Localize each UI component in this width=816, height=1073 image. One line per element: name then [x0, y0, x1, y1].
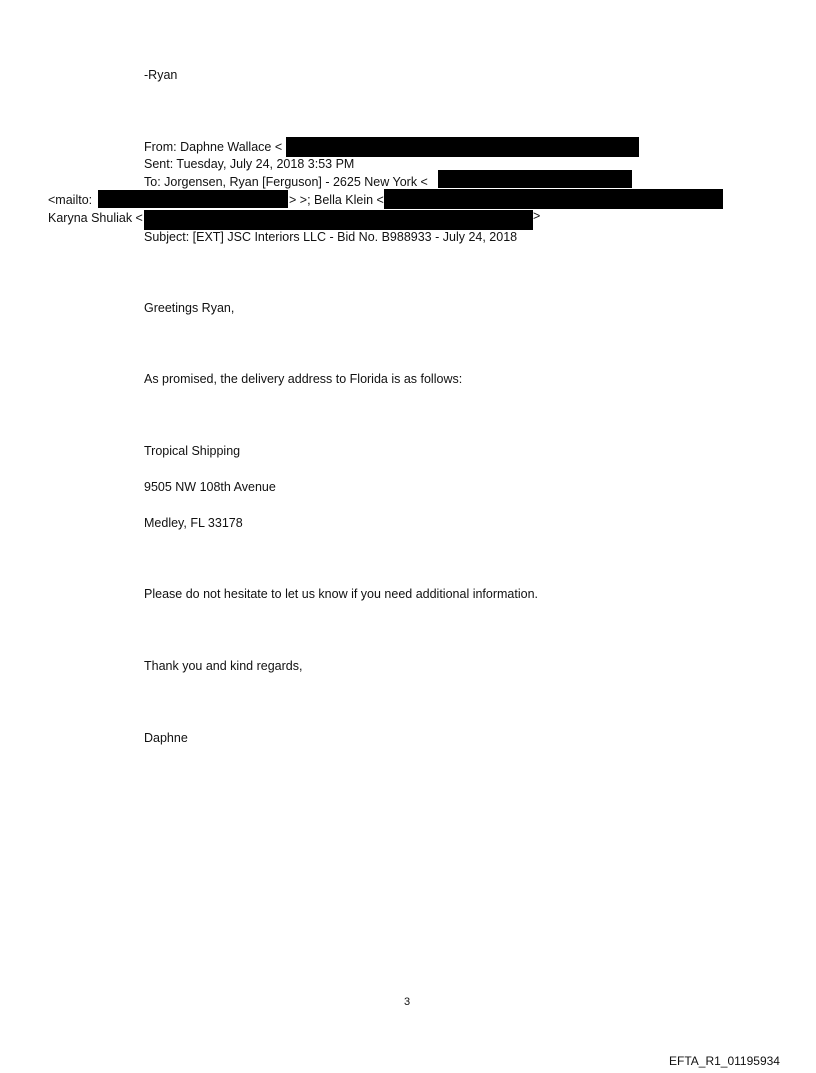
redaction-box — [286, 137, 639, 157]
page-number: 3 — [404, 996, 411, 1008]
redaction-box — [438, 170, 632, 188]
from-line: From: Daphne Wallace < — [144, 140, 283, 154]
signature: Daphne — [144, 731, 188, 745]
document-id: EFTA_R1_01195934 — [669, 1054, 780, 1068]
redaction-box — [98, 190, 288, 208]
regards-line: Thank you and kind regards, — [144, 659, 303, 673]
sent-line: Sent: Tuesday, July 24, 2018 3:53 PM — [144, 157, 355, 171]
intro-text: As promised, the delivery address to Florida is as follows: — [144, 372, 463, 386]
mailto-line: <mailto: — [48, 193, 93, 207]
to-line: To: Jorgensen, Ryan [Ferguson] - 2625 New York < — [144, 175, 428, 189]
greeting: Greetings Ryan, — [144, 301, 235, 315]
address-line: Medley, FL 33178 — [144, 516, 243, 530]
redaction-box — [384, 189, 723, 209]
closing-note: Please do not hesitate to let us know if you need additional information. — [144, 587, 539, 601]
address-line: 9505 NW 108th Avenue — [144, 480, 276, 494]
signoff-top: -Ryan — [144, 68, 178, 82]
cc-line: Karyna Shuliak < — [48, 211, 143, 225]
subject-line: Subject: [EXT] JSC Interiors LLC - Bid No. B988933 - July 24, 2018 — [144, 230, 518, 244]
address-line: Tropical Shipping — [144, 444, 241, 458]
mailto-recipient: > >; Bella Klein < — [289, 193, 384, 207]
redaction-box — [144, 210, 533, 230]
cc-suffix: > — [533, 209, 541, 223]
